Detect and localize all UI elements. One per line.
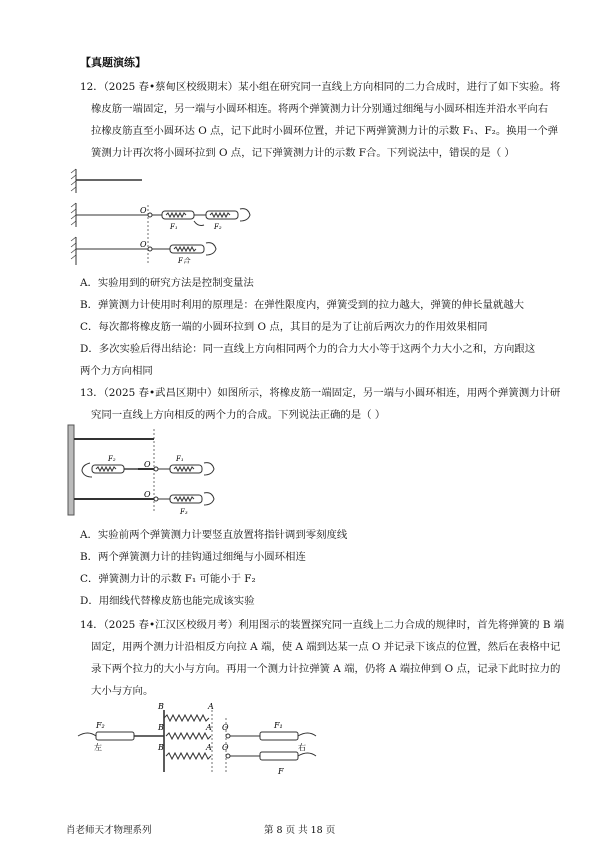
- q14-fig-label-b2: B: [158, 723, 164, 732]
- q14-fig-label-b1: B: [158, 702, 164, 711]
- q12-option-d-cont: 两个力方向相同: [80, 365, 153, 377]
- q14-line-1: 14．（2025 春•江汉区校级月考）利用图示的装置探究同一直线上二力合成的规律时，首先将弹簧的 B 端: [80, 619, 565, 631]
- q14-fig-label-f: F: [278, 767, 284, 776]
- q12-fig-label-o2: O: [140, 240, 147, 249]
- q13-fig-label-o2: O: [144, 490, 151, 499]
- q14-line-4: 大小与方向。: [91, 685, 154, 697]
- q13-option-b: B．两个弹簧测力计的挂钩通过细绳与小圆环相连: [80, 551, 306, 563]
- q13-line-1: 13．（2025 春•武昌区期中）如图所示，将橡皮筋一端固定，另一端与小圆环相连，用两个弹簧测力计研: [80, 387, 561, 399]
- q12-option-b: B．弹簧测力计使用时利用的原理是：在弹性限度内，弹簧受到的拉力越大，弹簧的伸长量就越大: [80, 299, 525, 311]
- q13-option-a: A．实验前两个弹簧测力计要竖直放置将指针调到零刻度线: [80, 529, 348, 541]
- q14-fig-label-f1: F₁: [274, 721, 283, 730]
- footer-series-name: 肖老师天才物理系列: [66, 825, 152, 836]
- q14-fig-label-o2: O: [222, 743, 229, 752]
- q13-figure: [68, 425, 228, 520]
- q14-fig-label-a2: A: [206, 723, 212, 732]
- q14-fig-label-a3: A: [206, 743, 212, 752]
- q14-fig-label-left: 左: [94, 743, 102, 752]
- q12-fig-label-f1: F₁: [170, 223, 178, 231]
- q14-fig-label-o1: O: [222, 723, 229, 732]
- q12-line-3: 拉橡皮筋直至小圆环达 O 点，记下此时小圆环位置，并记下两弹簧测力计的示数 F₁、F₂。换用一个弹: [91, 125, 559, 137]
- q13-option-d: D．用细线代替橡皮筋也能完成该实验: [80, 595, 255, 607]
- q14-line-3: 录下两个拉力的大小与方向。再用一个测力计拉弹簧 A 端，仍将 A 端拉伸到 O 点，记录下此时拉力的: [91, 663, 561, 675]
- footer-page-number: 第 8 页 共 18 页: [264, 825, 336, 836]
- q13-fig-label-f1: F₁: [176, 455, 184, 463]
- q14-fig-label-b3: B: [158, 743, 164, 752]
- q12-line-2: 橡皮筋一端固定，另一端与小圆环相连。将两个弹簧测力计分别通过细绳与小圆环相连并沿水平向右: [91, 103, 549, 115]
- q13-fig-label-f3: F₃: [180, 508, 188, 516]
- q13-fig-label-o1: O: [144, 460, 151, 469]
- q13-line-2: 究同一直线上方向相反的两个力的合成。下列说法正确的是（ ）: [91, 409, 386, 421]
- q14-figure: [74, 700, 324, 780]
- q14-line-2: 固定，用两个测力计沿相反方向拉 A 端，使 A 端到达某一点 O 并记录下该点的位置，然后在表格中记: [91, 641, 561, 653]
- q12-line-1: 12．（2025 春•蔡甸区校级期末）某小组在研究同一直线上方向相同的二力合成时，进行了如下实验。将: [80, 81, 561, 93]
- q13-fig-label-f2: F₂: [108, 455, 116, 463]
- q14-fig-label-a1: A: [208, 702, 214, 711]
- q12-line-4: 簧测力计再次将小圆环拉到 O 点，记下弹簧测力计的示数 F合。下列说法中，错误的是（ ）: [91, 147, 515, 159]
- q12-figure: [70, 165, 290, 270]
- q12-option-c: C．每次都将橡皮筋一端的小圆环拉到 O 点，其目的是为了让前后两次力的作用效果相同: [80, 321, 488, 333]
- q12-fig-label-o1: O: [140, 206, 147, 215]
- q12-fig-label-fhe: F合: [178, 257, 190, 265]
- q13-option-c: C．弹簧测力计的示数 F₁ 可能小于 F₂: [80, 573, 256, 585]
- q14-fig-label-f2: F₂: [96, 721, 105, 730]
- q12-option-a: A．实验用到的研究方法是控制变量法: [80, 277, 254, 289]
- q14-fig-label-right: 右: [298, 743, 306, 752]
- section-title: 【真题演练】: [80, 56, 146, 69]
- q12-fig-label-f2: F₂: [214, 223, 222, 231]
- q12-option-d: D．多次实验后得出结论：同一直线上方向相同两个力的合力大小等于这两个力大小之和，方向跟这: [80, 343, 536, 355]
